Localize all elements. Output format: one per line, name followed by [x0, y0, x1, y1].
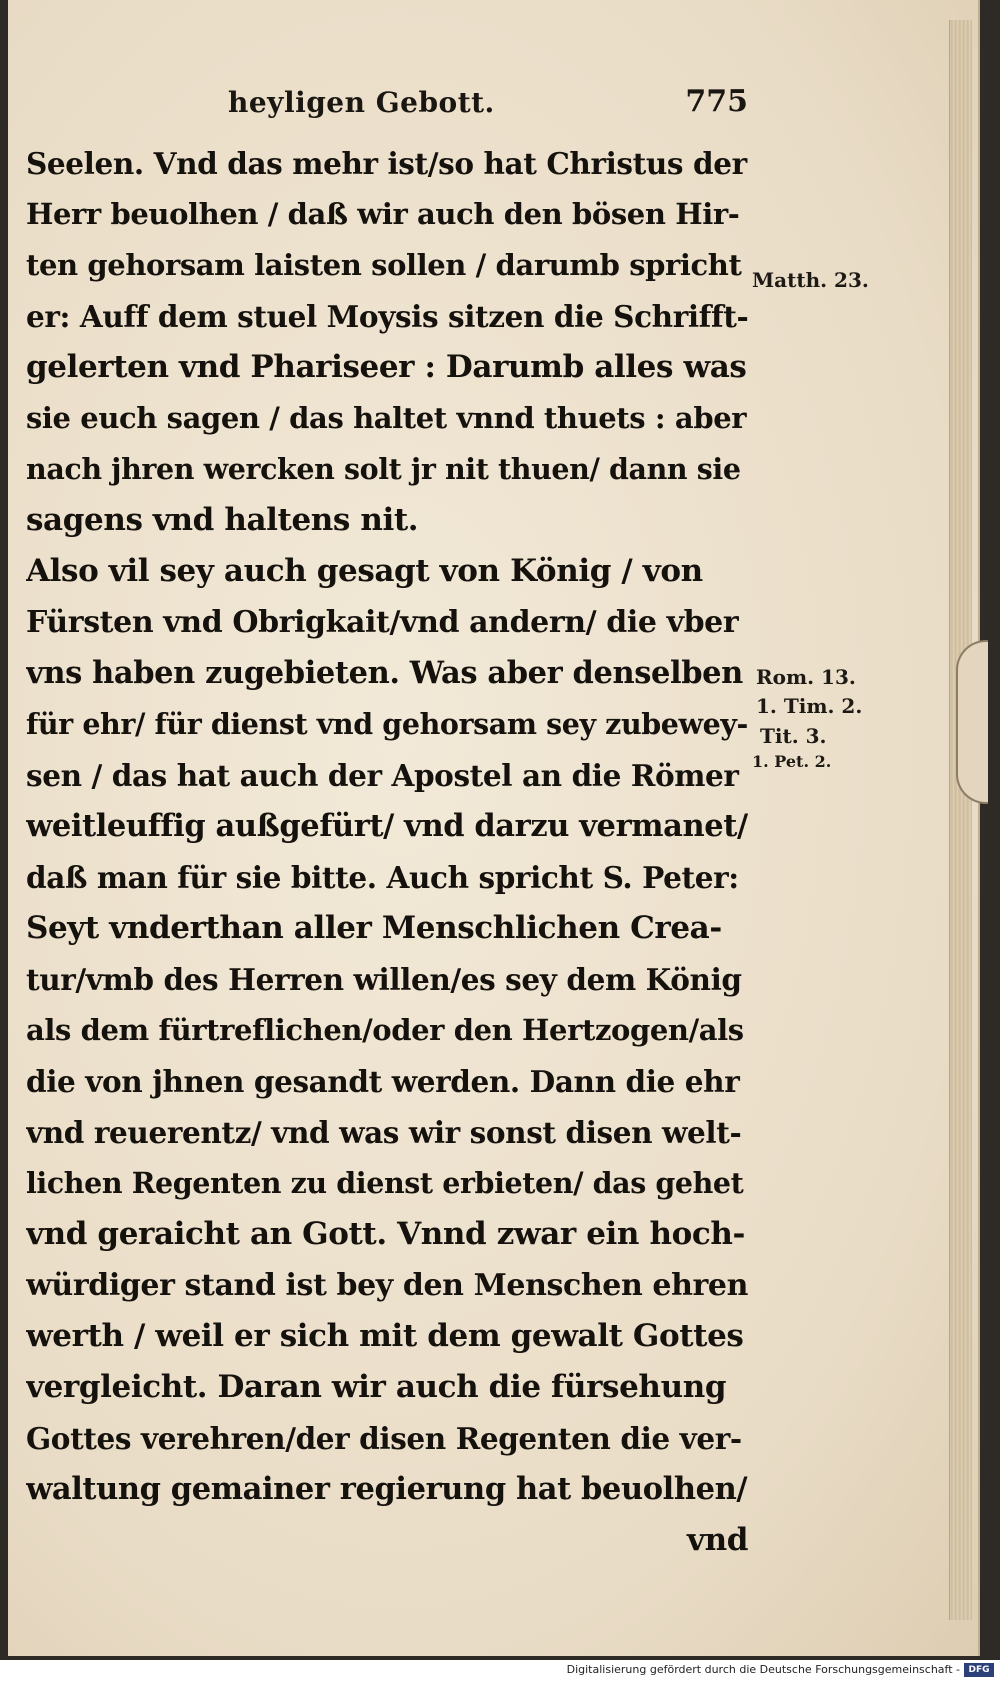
text-line: Also vil sey auch gesagt von König / von: [26, 553, 703, 589]
body-text: [26, 138, 748, 1566]
text-line: vergleicht. Daran wir auch die fürsehung: [26, 1369, 727, 1405]
text-line: für ehr/ für dienst vnd gehorsam sey zubewey-: [26, 707, 748, 741]
text-line: Seelen. Vnd das mehr ist/so hat Christus der: [26, 146, 747, 181]
text-line: Seyt vnderthan aller Menschlichen Crea-: [26, 910, 722, 946]
text-line: tur/vmb des Herren willen/es sey dem König: [26, 962, 742, 997]
text-line: die von jhnen gesandt werden. Dann die ehr: [26, 1064, 740, 1099]
text-line: vnd reuerentz/ vnd was wir sonst disen welt-: [26, 1115, 742, 1150]
funding-credit: Digitalisierung gefördert durch die Deutsche Forschungsgemeinschaft -: [566, 1663, 960, 1676]
text-line: werth / weil er sich mit dem gewalt Gottes: [26, 1318, 744, 1354]
text-line: lichen Regenten zu dienst erbieten/ das gehet: [26, 1166, 744, 1200]
page-header: [208, 80, 768, 120]
book-page: [8, 0, 980, 1656]
text-line: sagens vnd haltens nit.: [26, 502, 419, 538]
text-line: würdiger stand ist bey den Menschen ehren: [26, 1268, 748, 1303]
text-line: vns haben zugebieten. Was aber denselben: [26, 655, 743, 691]
text-line: gelerten vnd Phariseer : Darumb alles was: [26, 349, 747, 385]
dfg-logo: DFG: [964, 1663, 994, 1677]
margin-note: Tit. 3.: [760, 724, 827, 748]
text-line: vnd: [686, 1522, 748, 1558]
margin-note: Rom. 13.: [756, 665, 856, 689]
text-line: weitleuffig außgefürt/ vnd darzu vermanet/: [26, 808, 748, 844]
margin-note: Matth. 23.: [752, 268, 869, 292]
text-line: ten gehorsam laisten sollen / darumb spricht: [26, 248, 742, 282]
text-line: vnd geraicht an Gott. Vnnd zwar ein hoch-: [26, 1216, 745, 1252]
text-line: daß man für sie bitte. Auch spricht S. Peter:: [26, 860, 739, 895]
running-head: heyligen Gebott.: [228, 86, 495, 119]
margin-note: 1. Pet. 2.: [752, 752, 832, 771]
text-line: nach jhren wercken solt jr nit thuen/ dann sie: [26, 452, 741, 486]
text-line: waltung gemainer regierung hat beuolhen/: [26, 1471, 748, 1507]
text-line: Fürsten vnd Obrigkait/vnd andern/ die vber: [26, 605, 739, 640]
text-line: sie euch sagen / das haltet vnnd thuets : aber: [26, 401, 747, 435]
text-line: Herr beuolhen / daß wir auch den bösen Hir-: [26, 197, 740, 231]
margin-note: 1. Tim. 2.: [756, 694, 863, 718]
text-line: Gottes verehren/der disen Regenten die ver-: [26, 1421, 742, 1456]
text-line: sen / das hat auch der Apostel an die Römer: [26, 758, 739, 793]
footer: [0, 1660, 1000, 1681]
text-line: er: Auff dem stuel Moysis sitzen die Schrifft-: [26, 299, 748, 334]
page-number: 775: [685, 84, 748, 119]
thumb-notch: [956, 640, 988, 804]
page-edge: [949, 20, 972, 1620]
margin-notes: [752, 0, 912, 1656]
text-line: als dem fürtreflichen/oder den Hertzogen/als: [26, 1013, 744, 1047]
